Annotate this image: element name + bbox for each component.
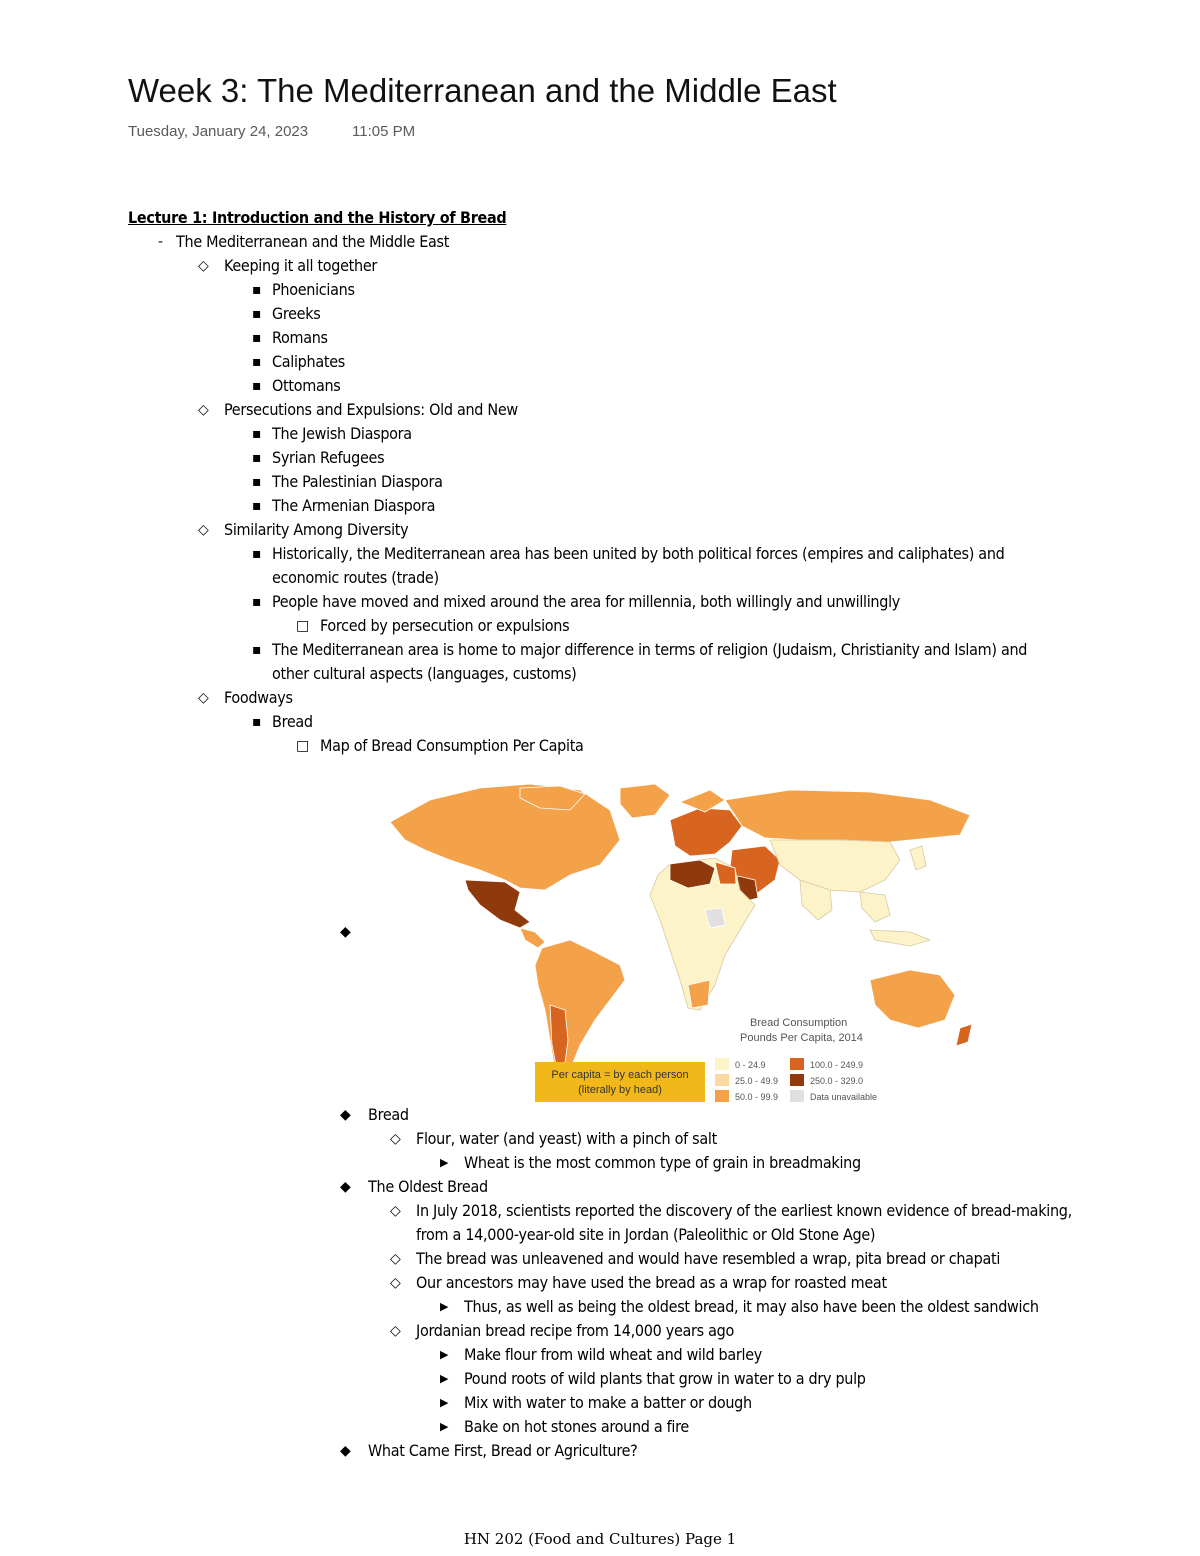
central-east-asia — [770, 840, 900, 892]
bullet-marker: ▶ — [440, 1372, 449, 1385]
outline-item: Wheat is the most common type of grain in breadmaking — [464, 1153, 861, 1172]
greenland — [620, 784, 670, 818]
outline-item: Forced by persecution or expulsions — [320, 616, 570, 635]
bread-consumption-map — [370, 780, 1000, 1110]
bullet-marker: ▶ — [440, 1300, 449, 1313]
bullet-marker: ◇ — [198, 522, 209, 538]
outline-item: Historically, the Mediterranean area has been united by both political forces (empires and caliphates) and — [272, 544, 1005, 563]
legend-swatch — [715, 1074, 729, 1086]
outline-item: The bread was unleavened and would have resembled a wrap, pita bread or chapati — [416, 1249, 1001, 1268]
outline-item: Caliphates — [272, 352, 345, 371]
lecture-heading: Lecture 1: Introduction and the History of Bread — [128, 208, 507, 227]
bullet-marker: ◇ — [390, 1203, 401, 1219]
outline-item: The Jewish Diaspora — [272, 424, 412, 443]
outline-item: The Oldest Bread — [368, 1177, 488, 1196]
outline-item: In July 2018, scientists reported the discovery of the earliest known evidence of bread-making, — [416, 1201, 1072, 1220]
europe — [670, 808, 742, 856]
south-africa — [688, 980, 710, 1008]
legend-title: Bread Consumption — [750, 1017, 848, 1029]
note-time: 11:05 PM — [352, 123, 416, 140]
outline-item: economic routes (trade) — [272, 568, 439, 587]
russia — [725, 790, 970, 842]
bullet-marker: ◇ — [198, 402, 209, 418]
map-legend — [715, 1058, 877, 1102]
outline-item: Jordanian bread recipe from 14,000 years ago — [416, 1321, 734, 1340]
outline-item: Keeping it all together — [224, 256, 378, 275]
bullet-marker: - — [158, 234, 164, 250]
bullet-marker: □ — [296, 738, 310, 754]
outline-item: Persecutions and Expulsions: Old and New — [224, 400, 518, 419]
indonesia — [870, 930, 930, 946]
legend-label: 0 - 24.9 — [735, 1060, 766, 1070]
bullet-marker: ▪ — [252, 378, 262, 394]
bullet-marker: ▪ — [252, 450, 262, 466]
legend-label: Data unavailable — [810, 1092, 878, 1102]
world-map-graphic — [370, 780, 1000, 1110]
bullet-marker: ▶ — [440, 1420, 449, 1433]
outline-item: Syrian Refugees — [272, 448, 385, 467]
bullet-marker: ▶ — [440, 1348, 449, 1361]
australia — [870, 970, 955, 1028]
legend-swatch — [790, 1058, 804, 1070]
outline-item: Thus, as well as being the oldest bread, it may also have been the oldest sandwich — [464, 1297, 1039, 1316]
outline-item: Map of Bread Consumption Per Capita — [320, 736, 584, 755]
bullet-marker: ◆ — [340, 1443, 351, 1459]
bullet-marker: ◇ — [390, 1323, 401, 1339]
bullet-marker: ▪ — [252, 282, 262, 298]
outline-item: from a 14,000-year-old site in Jordan (Paleolithic or Old Stone Age) — [416, 1225, 876, 1244]
south-america — [535, 940, 625, 1080]
legend-label: 100.0 - 249.9 — [810, 1060, 864, 1070]
legend-subtitle: Pounds Per Capita, 2014 — [740, 1032, 863, 1044]
japan — [910, 846, 926, 870]
bullet-marker: ▪ — [252, 306, 262, 322]
bullet-marker: ◇ — [390, 1131, 401, 1147]
outline-item: Flour, water (and yeast) with a pinch of salt — [416, 1129, 717, 1148]
per-capita-note-line2: (literally by head) — [578, 1084, 662, 1096]
outline-item: The Mediterranean and the Middle East — [176, 232, 450, 251]
outline-item: Romans — [272, 328, 328, 347]
bullet-marker: ▪ — [252, 498, 262, 514]
legend-label: 250.0 - 329.0 — [810, 1076, 864, 1086]
legend-label: 50.0 - 99.9 — [735, 1092, 779, 1102]
outline-item: What Came First, Bread or Agriculture? — [368, 1441, 638, 1460]
legend-swatch — [715, 1058, 729, 1070]
bullet-marker: ▪ — [252, 714, 262, 730]
page-footer: HN 202 (Food and Cultures) Page 1 — [463, 1530, 737, 1548]
outline-item: Mix with water to make a batter or dough — [464, 1393, 752, 1412]
bullet-marker: ◇ — [198, 258, 209, 274]
outline-item: The Palestinian Diaspora — [272, 472, 443, 491]
map-bullet: ◆ — [340, 924, 351, 940]
bullet-marker: ▶ — [440, 1396, 449, 1409]
outline-item: other cultural aspects (languages, customs) — [272, 664, 577, 683]
outline-item: Our ancestors may have used the bread as a wrap for roasted meat — [416, 1273, 887, 1292]
outline-item: Ottomans — [272, 376, 341, 395]
bullet-marker: ▪ — [252, 426, 262, 442]
new-zealand — [956, 1024, 972, 1046]
bullet-marker: ▪ — [252, 474, 262, 490]
outline-item: The Mediterranean area is home to major difference in terms of religion (Judaism, Christianity and Islam) and — [272, 640, 1028, 659]
bullet-marker: ◇ — [198, 690, 209, 706]
outline-item: The Armenian Diaspora — [272, 496, 436, 515]
outline-item: Phoenicians — [272, 280, 355, 299]
legend-label: 25.0 - 49.9 — [735, 1076, 779, 1086]
outline-item: Bread — [272, 712, 313, 731]
bullet-marker: ▶ — [440, 1156, 449, 1169]
outline-item: Bake on hot stones around a fire — [464, 1417, 689, 1436]
bullet-marker: ◆ — [340, 1179, 351, 1195]
outline-item: Similarity Among Diversity — [224, 520, 409, 539]
bullet-marker: ◇ — [390, 1275, 401, 1291]
north-america — [390, 784, 620, 890]
per-capita-note-box — [535, 1062, 705, 1102]
outline-item: Greeks — [272, 304, 321, 323]
legend-swatch — [790, 1090, 804, 1102]
bullet-marker: ▪ — [252, 594, 262, 610]
outline-item: Pound roots of wild plants that grow in water to a dry pulp — [464, 1369, 866, 1388]
legend-swatch — [715, 1090, 729, 1102]
outline-item: People have moved and mixed around the area for millennia, both willingly and unwillingly — [272, 592, 901, 611]
legend-swatch — [790, 1074, 804, 1086]
outline-item: Make flour from wild wheat and wild barley — [464, 1345, 763, 1364]
note-date: Tuesday, January 24, 2023 — [128, 123, 309, 140]
outline-item: Bread — [368, 1105, 409, 1124]
central-america — [520, 928, 545, 948]
bullet-marker: ▪ — [252, 642, 262, 658]
bullet-marker: □ — [296, 618, 310, 634]
scandinavia — [680, 790, 725, 812]
bullet-marker: ▪ — [252, 546, 262, 562]
bullet-marker: ▪ — [252, 354, 262, 370]
per-capita-note-line1: Per capita = by each person — [551, 1069, 689, 1081]
page-title: Week 3: The Mediterranean and the Middle East — [128, 72, 837, 109]
southeast-asia — [860, 892, 890, 922]
outline-item: Foodways — [224, 688, 293, 707]
bullet-marker: ◇ — [390, 1251, 401, 1267]
bullet-marker: ◆ — [340, 1107, 351, 1123]
bullet-marker: ▪ — [252, 330, 262, 346]
